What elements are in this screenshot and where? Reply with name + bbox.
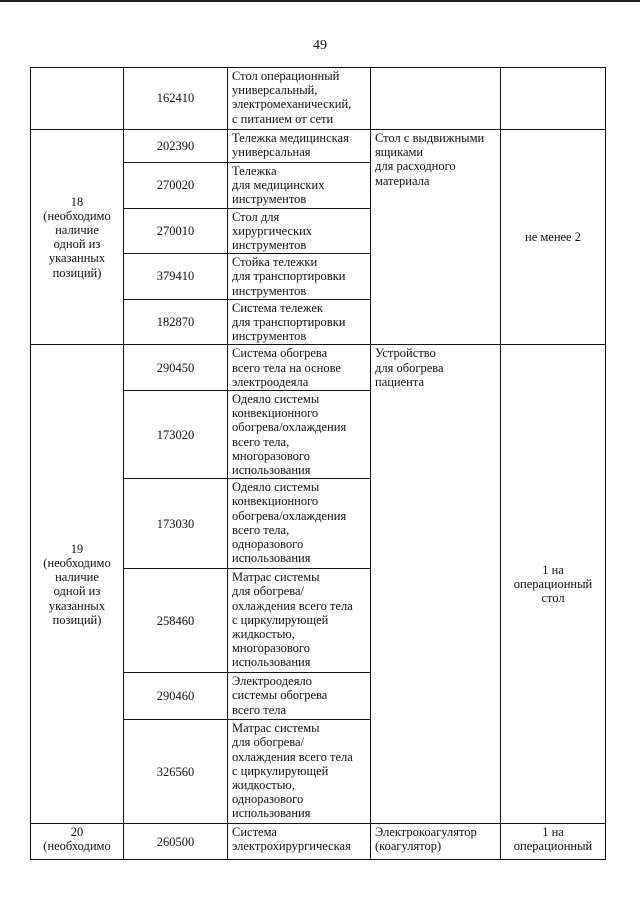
type-cell: Электрокоагулятор (коагулятор) bbox=[371, 824, 501, 860]
code-cell: 290460 bbox=[124, 673, 228, 720]
code-cell: 202390 bbox=[124, 130, 228, 163]
group-cell-empty bbox=[31, 68, 124, 130]
group-20-label: 20 (необходимо bbox=[31, 824, 124, 860]
requirement-cell-empty bbox=[501, 68, 606, 130]
group-19-type: Устройство для обогрева пациента bbox=[371, 345, 501, 824]
name-cell: Стойка тележки для транспортировки инструментов bbox=[228, 254, 371, 300]
code-cell: 260500 bbox=[124, 824, 228, 860]
group-19-label: 19 (необходимо наличие одной из указанных позиций) bbox=[31, 345, 124, 824]
type-cell-empty bbox=[371, 68, 501, 130]
name-cell: Система обогрева всего тела на основе электроодеяла bbox=[228, 345, 371, 391]
name-cell: Тележка медицинская универсальная bbox=[228, 130, 371, 163]
table-row bbox=[31, 130, 606, 163]
group-18-label: 18 (необходимо наличие одной из указанных позиций) bbox=[31, 130, 124, 345]
page-top-border bbox=[0, 0, 640, 2]
equipment-table bbox=[30, 67, 606, 860]
name-cell: Система тележек для транспортировки инструментов bbox=[228, 299, 371, 345]
code-cell: 182870 bbox=[124, 299, 228, 345]
name-cell: Матрас системы для обогрева/ охлаждения всего тела с циркулирующей жидкостью, одноразового использования bbox=[228, 720, 371, 824]
name-cell: Стол для хирургических инструментов bbox=[228, 208, 371, 254]
table-row bbox=[31, 345, 606, 391]
code-cell: 270010 bbox=[124, 208, 228, 254]
code-cell: 379410 bbox=[124, 254, 228, 300]
code-cell: 173030 bbox=[124, 479, 228, 569]
name-cell: Матрас системы для обогрева/ охлаждения всего тела с циркулирующей жидкостью, многоразового использования bbox=[228, 569, 371, 673]
group-18-type: Стол с выдвижными ящиками для расходного материала bbox=[371, 130, 501, 345]
code-cell: 162410 bbox=[124, 68, 228, 130]
table-row bbox=[31, 68, 606, 130]
code-cell: 173020 bbox=[124, 391, 228, 479]
code-cell: 290450 bbox=[124, 345, 228, 391]
page-number: 49 bbox=[313, 38, 327, 53]
name-cell: Электроодеяло системы обогрева всего тела bbox=[228, 673, 371, 720]
name-cell: Одеяло системы конвекционного обогрева/охлаждения всего тела, одноразового использования bbox=[228, 479, 371, 569]
name-cell: Стол операционный универсальный, электромеханический, с питанием от сети bbox=[228, 68, 371, 130]
table-row bbox=[31, 824, 606, 860]
group-19-requirement: 1 на операционный стол bbox=[501, 345, 606, 824]
code-cell: 270020 bbox=[124, 163, 228, 209]
group-18-requirement: не менее 2 bbox=[501, 130, 606, 345]
name-cell: Тележка для медицинских инструментов bbox=[228, 163, 371, 209]
name-cell: Система электрохирургическая bbox=[228, 824, 371, 860]
code-cell: 258460 bbox=[124, 569, 228, 673]
requirement-cell: 1 на операционный bbox=[501, 824, 606, 860]
name-cell: Одеяло системы конвекционного обогрева/охлаждения всего тела, многоразового использования bbox=[228, 391, 371, 479]
code-cell: 326560 bbox=[124, 720, 228, 824]
